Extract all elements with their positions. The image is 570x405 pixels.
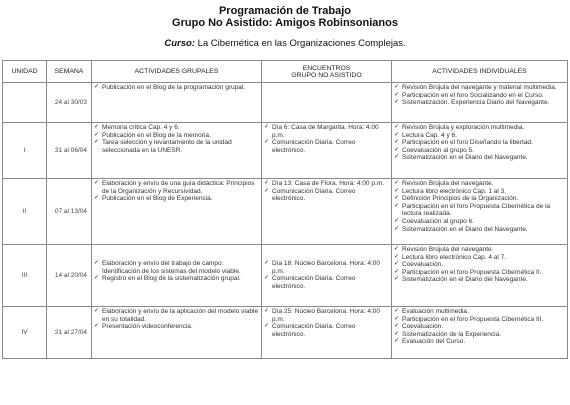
semana-cell: 14 al 20/04 [47, 245, 92, 307]
list-item: ✓ Día 18: Núcleo Barcelona. Hora: 4:00 p.m. [264, 260, 389, 275]
individuales-cell [392, 245, 568, 307]
list-item: ✓ Elaboración y envío de la aplicación del modelo viable en su totalidad. [94, 308, 259, 323]
course-name: La Cibernética en las Organizaciones Complejas. [197, 38, 406, 49]
semana-cell: 24 al 30/03 [47, 83, 92, 123]
grupales-list [94, 124, 259, 154]
encuentros-cell [262, 245, 392, 307]
list-item: ✓ Comunicación Diaria. Correo electrónico. [264, 275, 389, 290]
table-header-row [3, 61, 568, 83]
col-header-unidad: UNIDAD [3, 61, 47, 83]
list-item: ✓ Revisión Brújula del navegante y material multimedia. [394, 84, 565, 92]
list-item: ✓ Publicación en el Blog de la programación grupal. [94, 84, 259, 92]
list-item: ✓ Coevaluación. [394, 323, 565, 331]
individuales-list [394, 308, 565, 346]
grupales-cell [92, 123, 262, 179]
course-line [0, 38, 570, 49]
schedule-table [2, 60, 568, 359]
list-item: ✓ Elaboración y envío de una guía didáctica: Principios de la Organización y Recursividad. [94, 180, 259, 195]
table-row [3, 123, 568, 179]
individuales-cell [392, 83, 568, 123]
encuentros-list [264, 124, 389, 154]
list-item: ✓ Sistematización en el Diario del Navegante. [394, 154, 565, 162]
list-item: ✓ Lectura libro electrónico Cap. 1 al 3. [394, 188, 565, 196]
table-row [3, 179, 568, 245]
list-item: ✓ Sistematización de la Experiencia. [394, 331, 565, 339]
document-title: Programación de Trabajo [218, 5, 352, 17]
list-item: ✓ Participación en el foro Propuesta Cibernética de la lectura realizada. [394, 203, 565, 218]
table-row [3, 83, 568, 123]
semana-cell: 31 al 06/04 [47, 123, 92, 179]
list-item: ✓ Registro en el Blog de la sistematización grupal. [94, 275, 259, 283]
list-item: ✓ Participación en el foro Socializando en el Curso. [394, 92, 565, 100]
list-item: ✓ Definición Principios de la Organización. [394, 195, 565, 203]
individuales-cell [392, 307, 568, 359]
list-item: ✓ Participación en el foro Diseñando la libertad. [394, 139, 565, 147]
list-item: ✓ Participación en el foro Propuesta Cibernética II. [394, 269, 565, 277]
list-item: ✓ Día 6: Casa de Margarita. Hora: 4:00 p.m. [264, 124, 389, 139]
table-row [3, 245, 568, 307]
spacer [94, 246, 259, 260]
list-item: ✓ Comunicación Diaria. Correo electrónico. [264, 188, 389, 203]
individuales-list [394, 84, 565, 107]
list-item: ✓ Coevaluación al grupo 6. [394, 218, 565, 226]
list-item: ✓ Revisión Brújula y exploración multimedia. [394, 124, 565, 132]
document-subtitle: Grupo No Asistido: Amigos Robinsonianos [172, 17, 398, 29]
list-item: ✓ Tarea selección y levantamiento de la unidad seleccionada en la UNESR. [94, 139, 259, 154]
unidad-cell: II [3, 179, 47, 245]
list-item: ✓ Comunicación Diaria. Correo electrónico. [264, 323, 389, 338]
encuentros-cell [262, 179, 392, 245]
list-item: ✓ Publicación en el Blog de la memoria. [94, 132, 259, 140]
grupales-list [94, 84, 259, 92]
encuentros-list [264, 180, 389, 203]
list-item: ✓ Participación en el foro Propuesta Cibernética III. [394, 316, 565, 324]
semana-cell: 07 al 13/04 [47, 179, 92, 245]
schedule-body [3, 83, 568, 359]
course-label: Curso: [164, 38, 195, 49]
unidad-cell [3, 83, 47, 123]
list-item: ✓ Presentación videoconferencia. [94, 323, 259, 331]
encuentros-list [264, 308, 389, 338]
list-item: ✓ Día 25: Núcleo Barcelona. Hora: 4:00 p.m. [264, 308, 389, 323]
list-item: ✓ Sistematización en el Diario del Navegante. [394, 276, 565, 284]
unidad-cell: III [3, 245, 47, 307]
col-header-encuentros [262, 61, 392, 83]
grupales-cell [92, 83, 262, 123]
list-item: ✓ Publicación en el Blog de Experiencia. [94, 195, 259, 203]
list-item: ✓ Revisión Brújula del navegante. [394, 246, 565, 254]
list-item: ✓ Día 13: Casa de Flora. Hora: 4:00 p.m. [264, 180, 389, 188]
list-item: ✓ Revisión Brújula del navegante. [394, 180, 565, 188]
encuentros-cell [262, 307, 392, 359]
unidad-cell: I [3, 123, 47, 179]
col-header-semana: SEMANA [47, 61, 92, 83]
list-item: ✓ Lectura Cap. 4 y 6. [394, 132, 565, 140]
list-item: ✓ Comunicación Diaria. Correo electrónico. [264, 139, 389, 154]
grupales-cell [92, 179, 262, 245]
individuales-list [394, 124, 565, 162]
grupales-list [94, 260, 259, 283]
col-header-encuentros-line2: GRUPO NO ASISTIDO [291, 71, 362, 79]
col-header-encuentros-line1: ENCUENTROS [302, 64, 351, 72]
list-item: ✓ Lectura libro electrónico Cap. 4 al 7. [394, 254, 565, 262]
spacer [264, 246, 389, 260]
individuales-list [394, 180, 565, 233]
list-item: ✓ Coevaluación al grupo 5. [394, 147, 565, 155]
unidad-cell: IV [3, 307, 47, 359]
table-row [3, 307, 568, 359]
list-item: ✓ Sistematización. Experiencia Diario del Navegante. [394, 99, 565, 107]
col-header-individuales: ACTIVIDADES INDIVIDUALES [392, 61, 568, 83]
list-item: ✓ Elaboración y envío del trabajo de campo: Identificación de los sistemas del modelo viable. [94, 260, 259, 275]
individuales-cell [392, 123, 568, 179]
grupales-list [94, 308, 259, 331]
col-header-grupales: ACTIVIDADES GRUPALES [92, 61, 262, 83]
grupales-cell [92, 307, 262, 359]
semana-cell: 21 al 27/04 [47, 307, 92, 359]
encuentros-cell [262, 123, 392, 179]
grupales-cell [92, 245, 262, 307]
encuentros-list [264, 260, 389, 290]
encuentros-cell [262, 83, 392, 123]
grupales-list [94, 180, 259, 203]
list-item: ✓ Coevaluación. [394, 261, 565, 269]
list-item: ✓ Evaluación multimedia. [394, 308, 565, 316]
list-item: ✓ Memoria crítica Cap. 4 y 6. [94, 124, 259, 132]
list-item: ✓ Evaluación del Curso. [394, 338, 565, 346]
individuales-list [394, 246, 565, 284]
individuales-cell [392, 179, 568, 245]
list-item: ✓ Sistematización en el Diario del Navegante. [394, 226, 565, 234]
